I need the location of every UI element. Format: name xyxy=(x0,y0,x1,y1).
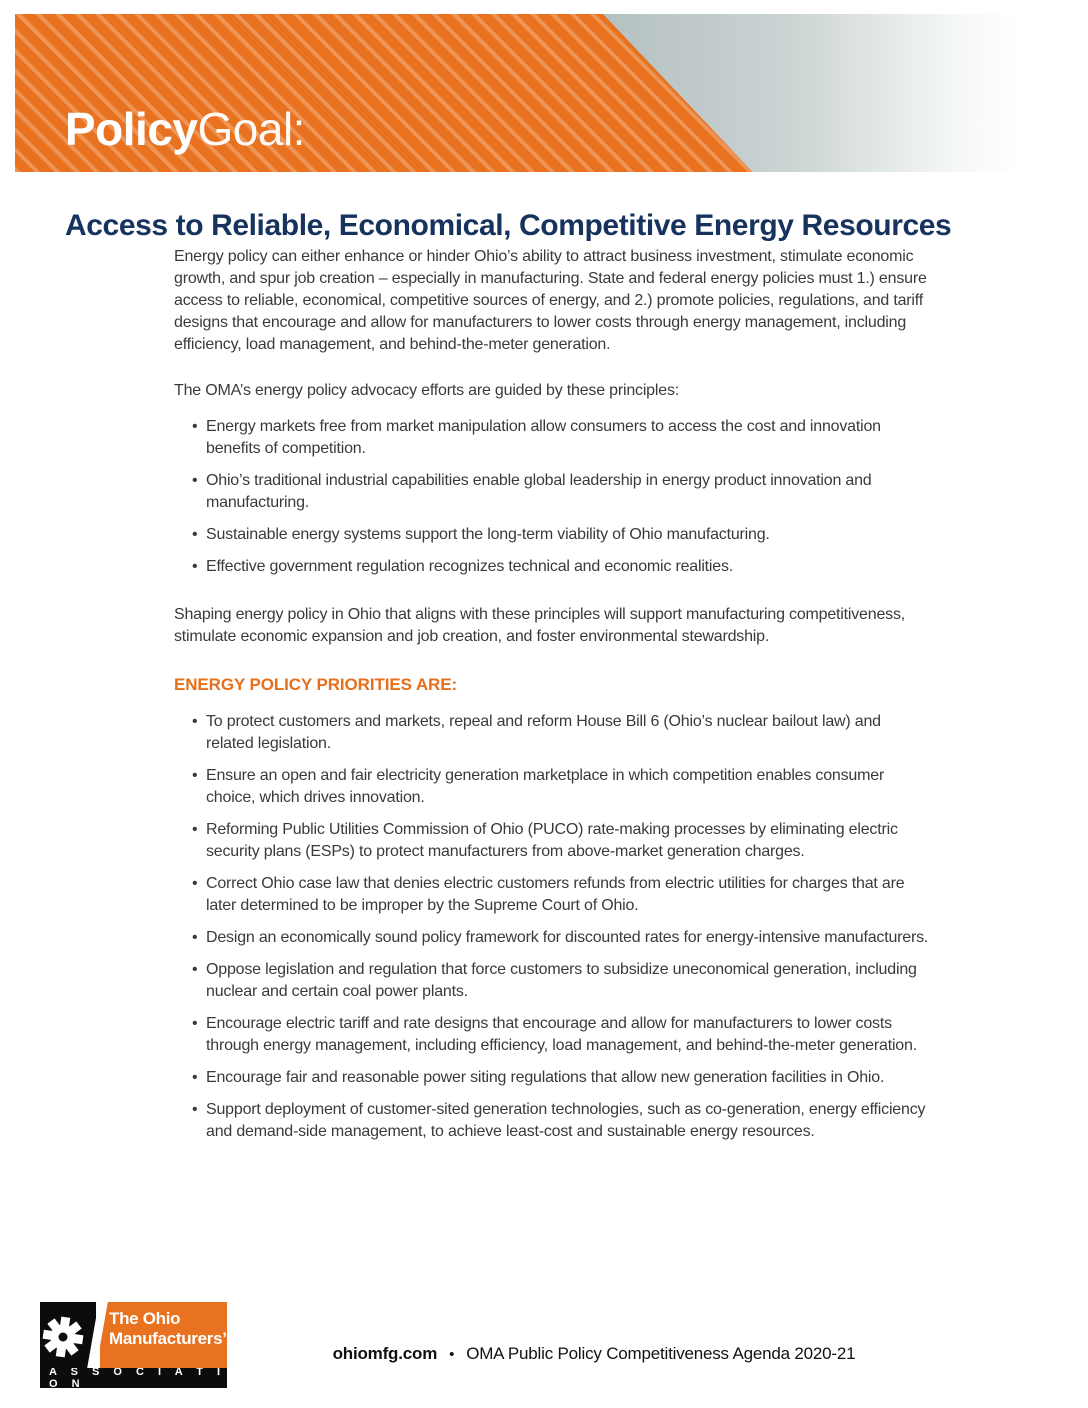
bullet-icon: • xyxy=(192,558,198,575)
principles-list xyxy=(174,416,930,578)
list-item: • Oppose legislation and regulation that force customers to subsidize uneconomical generation, including nuclear and certain coal power plants. xyxy=(174,959,930,1003)
bullet-icon: • xyxy=(192,875,198,892)
goal-label: Goal: xyxy=(197,103,305,155)
list-item: • Encourage fair and reasonable power siting regulations that allow new generation facilities in Ohio. xyxy=(174,1067,930,1089)
bullet-icon: • xyxy=(192,767,198,784)
policy-label: Policy xyxy=(65,103,198,155)
bullet-icon: • xyxy=(192,821,198,838)
banner-title xyxy=(65,103,305,155)
logo-line1: The Ohio xyxy=(109,1309,181,1328)
bullet-icon: • xyxy=(192,1069,198,1086)
list-item: • Sustainable energy systems support the long-term viability of Ohio manufacturing. xyxy=(174,524,930,546)
header-banner xyxy=(15,14,1041,172)
list-item: • Correct Ohio case law that denies electric customers refunds from electric utilities for charges that are later determined to be improper by the Supreme Court of Ohio. xyxy=(174,873,930,917)
bullet-icon: • xyxy=(192,472,198,489)
priorities-list xyxy=(174,711,930,1143)
list-item: • Encourage electric tariff and rate designs that encourage and allow for manufacturers to lower costs through energy management, including efficiency, load management, and behind-the-meter generation. xyxy=(174,1013,930,1057)
list-item: • To protect customers and markets, repeal and reform House Bill 6 (Ohio’s nuclear bailout law) and related legislation. xyxy=(174,711,930,755)
logo-line2: Manufacturers’ xyxy=(109,1329,227,1348)
list-item: • Effective government regulation recognizes technical and economic realities. xyxy=(174,556,930,578)
bullet-icon: • xyxy=(192,929,198,946)
list-item: • Ensure an open and fair electricity generation marketplace in which competition enables consumer choice, which drives innovation. xyxy=(174,765,930,809)
principles-intro: The OMA’s energy policy advocacy efforts are guided by these principles: xyxy=(174,382,679,399)
list-item: • Reforming Public Utilities Commission of Ohio (PUCO) rate-making processes by eliminating electric security plans (ESPs) to protect manufacturers from above-market generation charges. xyxy=(174,819,930,863)
footer-line xyxy=(0,1344,1088,1364)
document-body xyxy=(174,246,930,1143)
list-item: • Energy markets free from market manipulation allow consumers to access the cost and innovation benefits of competition. xyxy=(174,416,930,460)
priorities-heading: ENERGY POLICY PRIORITIES ARE: xyxy=(174,675,458,694)
website-text: ohiomfg.com xyxy=(332,1344,438,1363)
list-item: • Support deployment of customer-sited generation technologies, such as co-generation, energy efficiency and demand-side management, to achieve least-cost and sustainable energy resources. xyxy=(174,1099,930,1143)
footer-separator: • xyxy=(449,1346,455,1363)
footer-document-title: OMA Public Policy Competitiveness Agenda 2020-21 xyxy=(466,1344,856,1363)
bullet-icon: • xyxy=(192,526,198,543)
logo-association-bar: A S S O C I A T I O N xyxy=(40,1368,227,1388)
list-item: • Design an economically sound policy framework for discounted rates for energy-intensive manufacturers. xyxy=(174,927,930,949)
bullet-icon: • xyxy=(192,713,198,730)
closing-paragraph: Shaping energy policy in Ohio that aligns with these principles will support manufacturing competitiveness, stimulate economic expansion and job creation, and foster environmental stewardship. xyxy=(174,606,905,645)
list-item: • Ohio’s traditional industrial capabilities enable global leadership in energy product innovation and manufacturing. xyxy=(174,470,930,514)
bullet-icon: • xyxy=(192,961,198,978)
bullet-icon: • xyxy=(192,1101,198,1118)
intro-paragraph: Energy policy can either enhance or hinder Ohio’s ability to attract business investment, stimulate economic growth, and spur job creation – especially in manufacturing. State and federal energy policies must 1.) ensure access to reliable, economical, competitive sources of energy, and 2.) promote policies, regulations, and tariff designs that encourage and allow for manufacturers to lower costs through energy management, including efficiency, load management, and behind-the-meter generation. xyxy=(174,248,927,353)
page-title: Access to Reliable, Economical, Competitive Energy Resources xyxy=(65,209,952,243)
bullet-icon: • xyxy=(192,418,198,435)
bullet-icon: • xyxy=(192,1015,198,1032)
